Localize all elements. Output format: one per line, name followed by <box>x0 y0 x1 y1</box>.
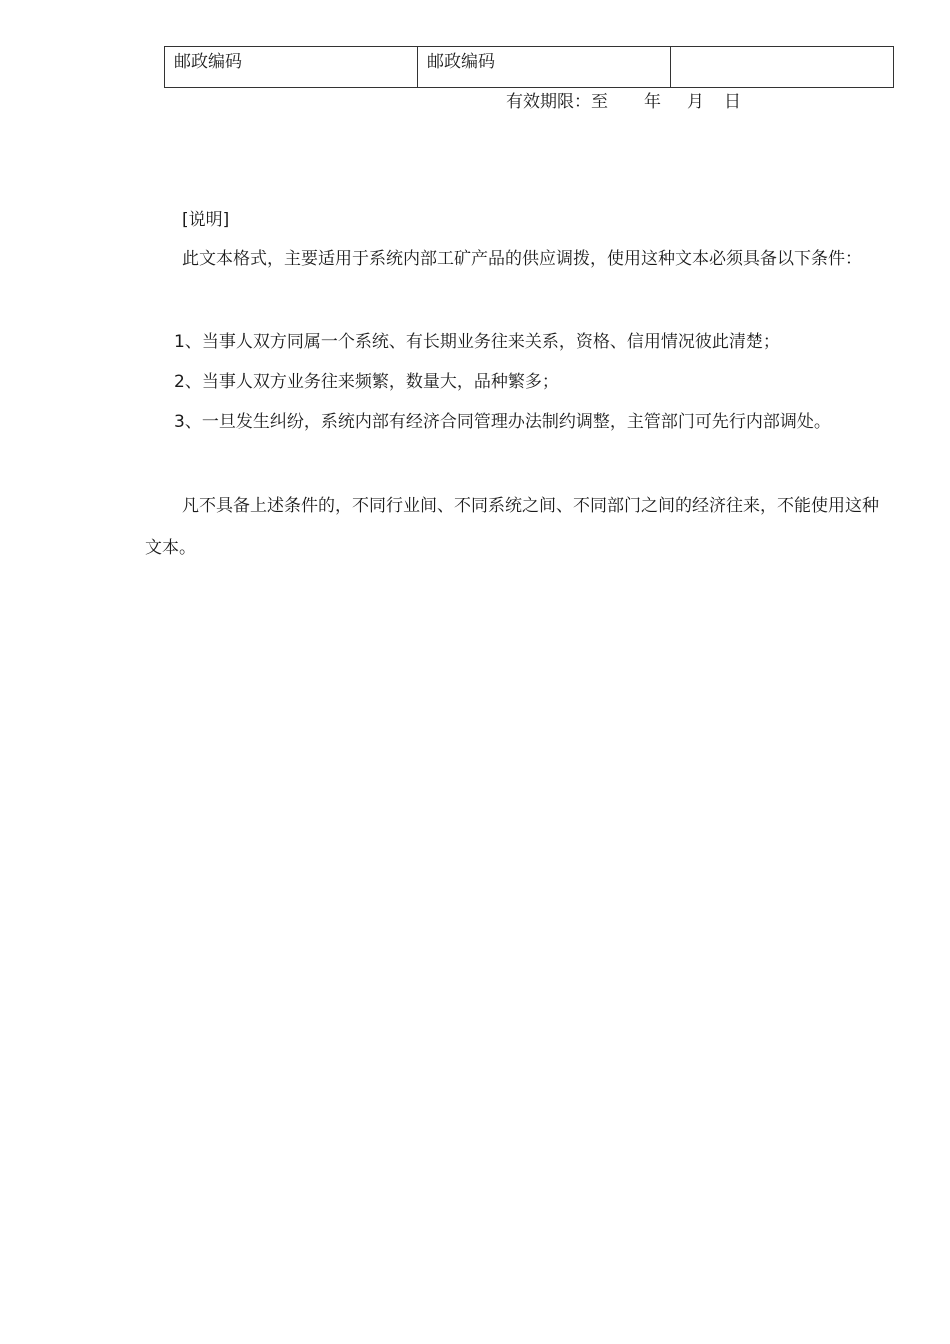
notes-item-1: 1、当事人双方同属一个系统、有长期业务往来关系，资格、信用情况彼此清楚； <box>174 332 780 352</box>
notes-heading: [说明] <box>182 210 230 230</box>
postal-code-label-cell: 邮政编码 <box>165 47 418 88</box>
notes-intro: 此文本格式，主要适用于系统内部工矿产品的供应调拨，使用这种文本必须具备以下条件： <box>182 249 862 269</box>
notes-closing: 凡不具备上述条件的，不同行业间、不同系统之间、不同部门之间的经济往来，不能使用这种文本。 <box>145 496 879 558</box>
validity-day: 日 <box>724 92 741 112</box>
notes-item-3: 3、一旦发生纠纷，系统内部有经济合同管理办法制约调整，主管部门可先行内部调处。 <box>174 412 831 432</box>
validity-month: 月 <box>687 92 704 112</box>
postal-code-label-cell-2: 邮政编码 <box>418 47 671 88</box>
validity-line <box>506 89 741 115</box>
postal-code-value-cell <box>671 47 894 88</box>
validity-year: 年 <box>644 92 661 112</box>
notes-item-2: 2、当事人双方业务往来频繁，数量大，品种繁多； <box>174 372 559 392</box>
table-row <box>165 47 894 88</box>
postal-code-table <box>164 46 894 88</box>
validity-label: 有效期限：至 <box>506 92 608 112</box>
